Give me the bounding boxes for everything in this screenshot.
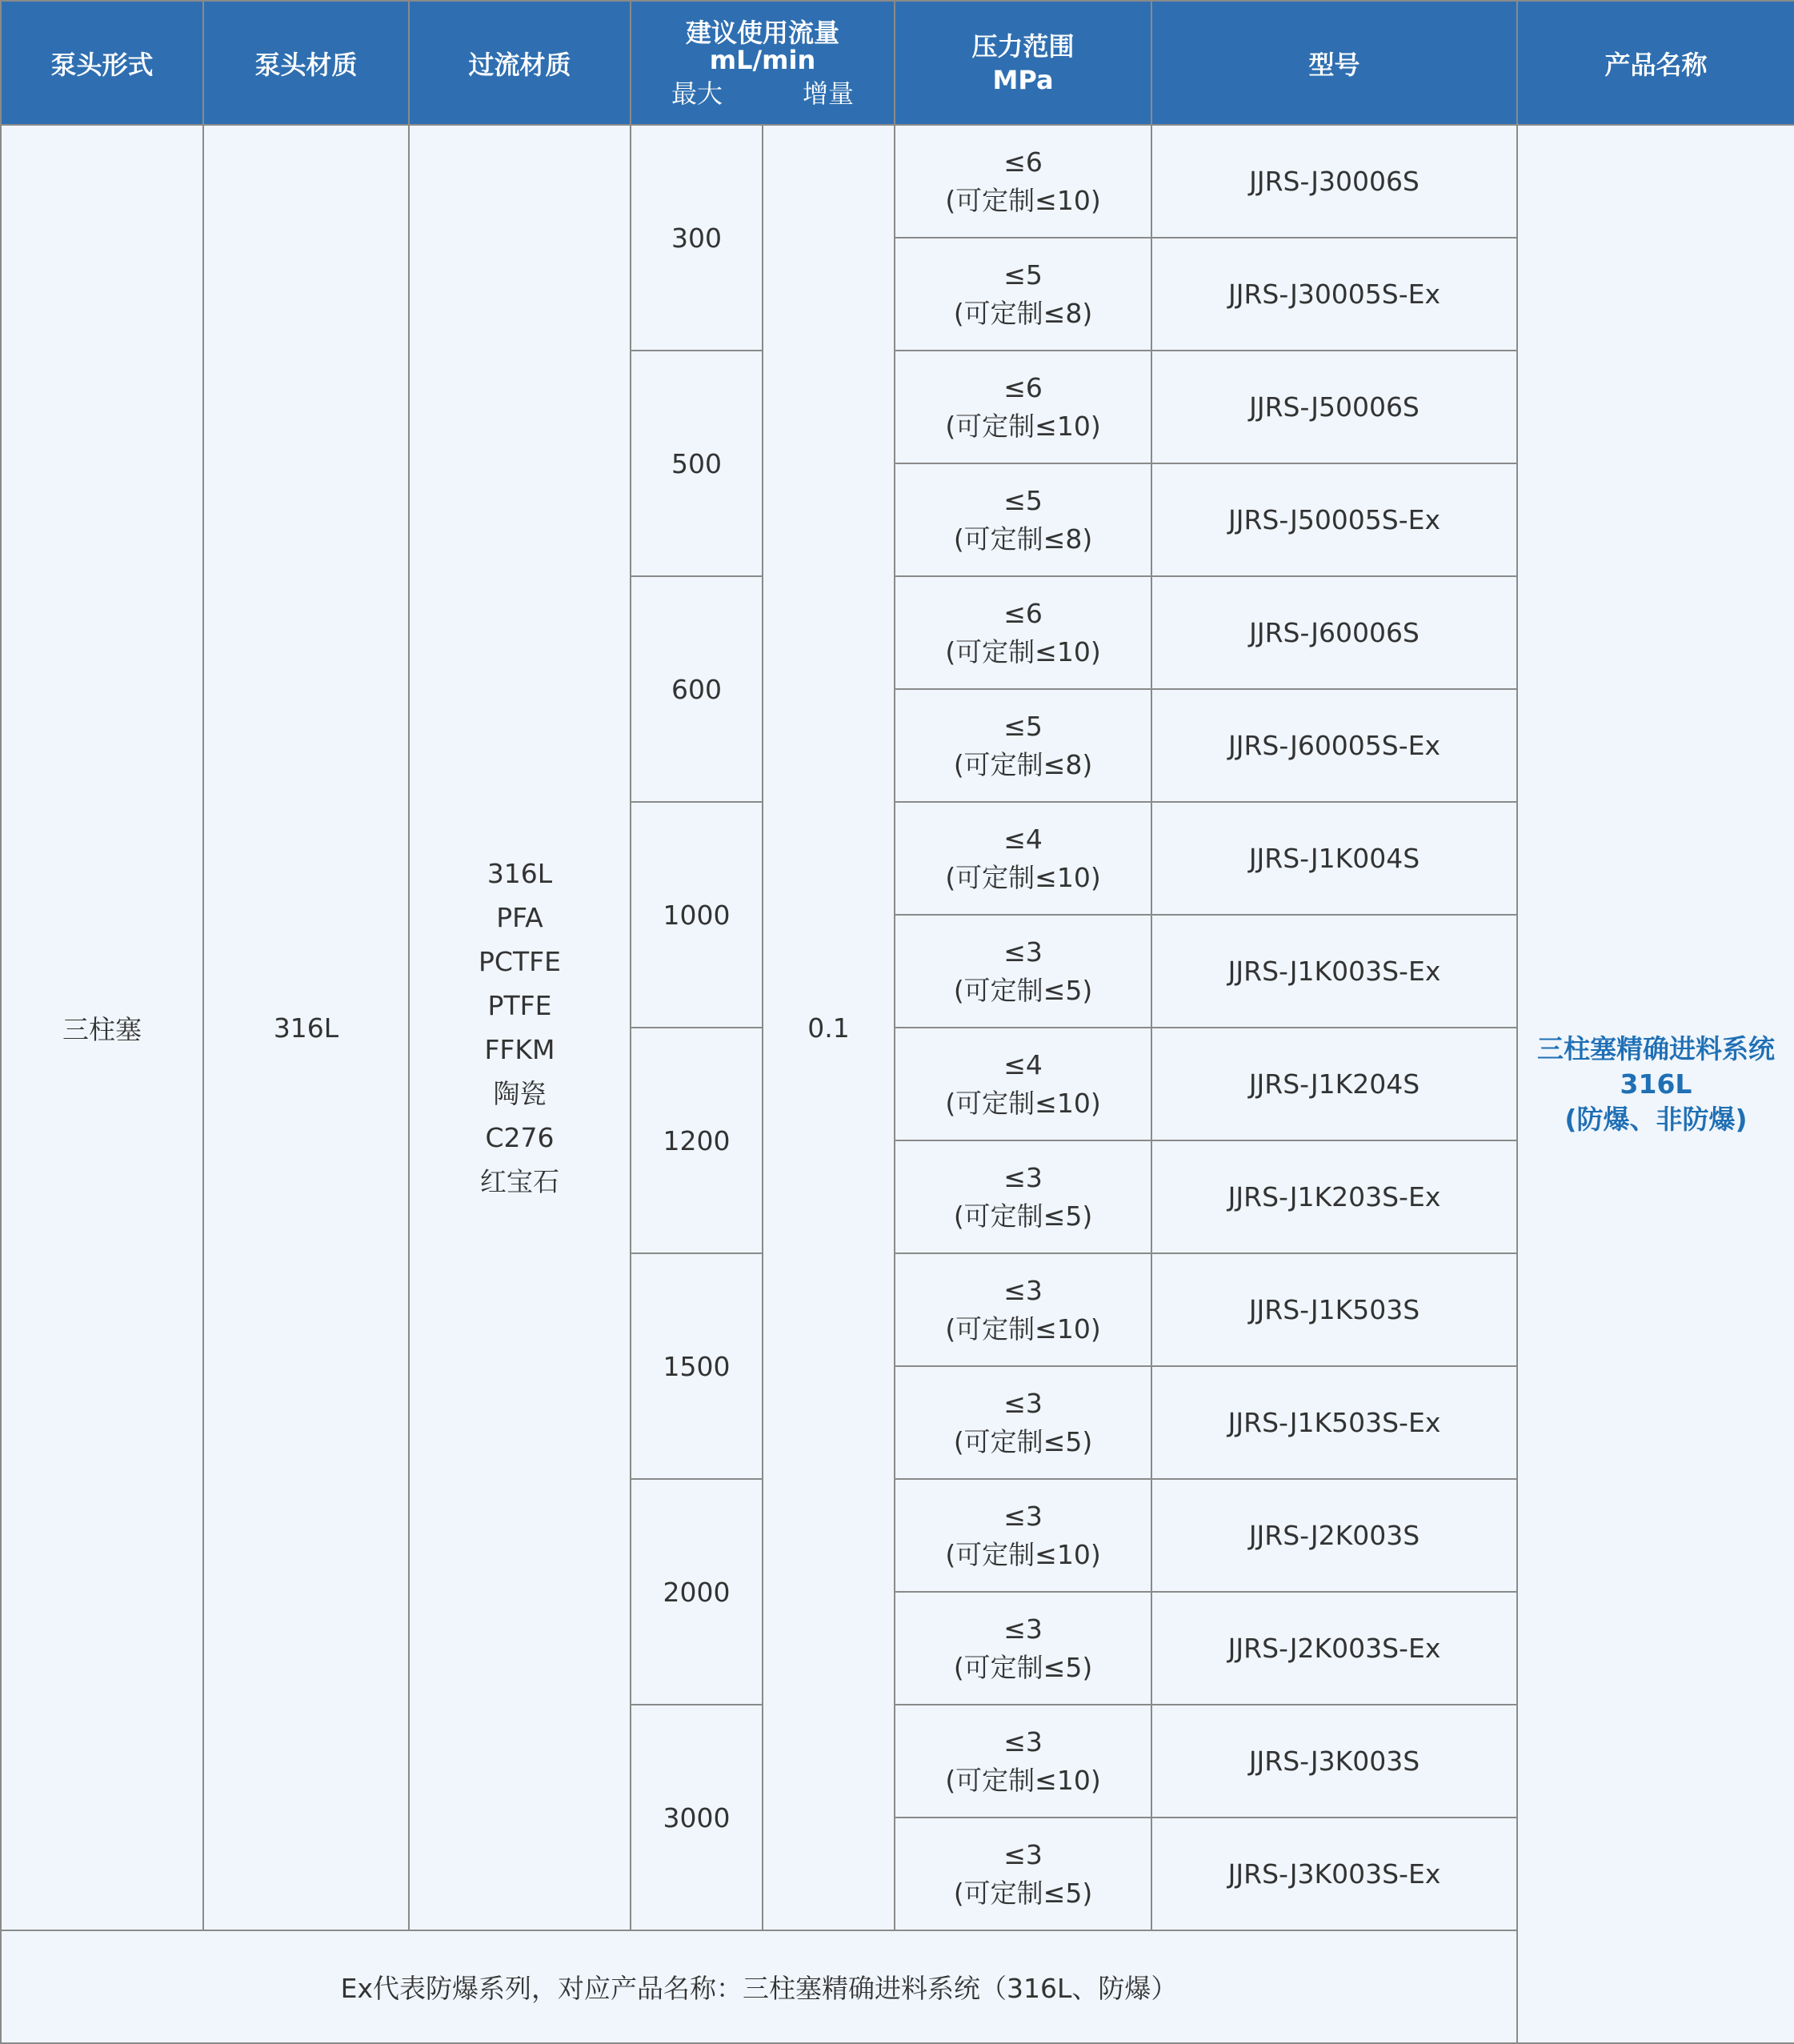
header-model: 型号 [1151,1,1517,125]
max-flow-cell: 1200 [631,1028,763,1253]
product-name-line: (防爆、非防爆) [1564,1103,1748,1135]
wetted-material-item: 红宝石 [480,1166,559,1197]
model-cell: JJRS-J50006S [1151,351,1517,463]
wetted-material-item: 316L [487,858,553,889]
model-cell: JJRS-J3K003S-Ex [1151,1818,1517,1930]
model-cell: JJRS-J1K503S [1151,1253,1517,1366]
pressure-cell: ≤3 (可定制≤5) [895,1140,1151,1253]
header-flow-unit: mL/min [709,44,816,75]
pressure-cell: ≤3 (可定制≤10) [895,1253,1151,1366]
pressure-cell: ≤3 (可定制≤5) [895,915,1151,1028]
header-wetted-material: 过流材质 [409,1,631,125]
model-cell: JJRS-J1K503S-Ex [1151,1366,1517,1479]
wetted-material-item: 陶瓷 [493,1078,547,1109]
max-flow-cell: 3000 [631,1705,763,1930]
model-cell: JJRS-J60006S [1151,576,1517,689]
pressure-cell: ≤4 (可定制≤10) [895,1028,1151,1140]
table-header [1,1,1794,125]
model-cell: JJRS-J2K003S [1151,1479,1517,1592]
pressure-cell: ≤5 (可定制≤8) [895,238,1151,351]
pressure-cell: ≤3 (可定制≤5) [895,1818,1151,1930]
table-row [1,125,1794,238]
pump-type-cell: 三柱塞 [1,125,203,1930]
pressure-cell: ≤3 (可定制≤5) [895,1366,1151,1479]
header-pressure-unit: MPa [992,64,1054,95]
header-pump-type: 泵头形式 [1,1,203,125]
wetted-materials-cell [409,125,631,1930]
model-cell: JJRS-J60005S-Ex [1151,689,1517,802]
model-cell: JJRS-J50005S-Ex [1151,463,1517,576]
max-flow-cell: 500 [631,351,763,576]
header-pump-material: 泵头材质 [203,1,409,125]
model-cell: JJRS-J2K003S-Ex [1151,1592,1517,1705]
footnote: Ex代表防爆系列，对应产品名称：三柱塞精确进料系统（316L、防爆） [1,1930,1517,2043]
pressure-cell: ≤5 (可定制≤8) [895,463,1151,576]
product-name-cell [1517,125,1794,2043]
max-flow-cell: 1000 [631,802,763,1028]
model-cell: JJRS-J1K204S [1151,1028,1517,1140]
wetted-material-item: PTFE [487,990,552,1021]
wetted-material-item: FFKM [484,1034,555,1065]
pressure-cell: ≤4 (可定制≤10) [895,802,1151,915]
max-flow-cell: 300 [631,125,763,351]
product-name-line: 316L [1620,1068,1692,1100]
increment-cell: 0.1 [763,125,895,1930]
pump-material-cell: 316L [203,125,409,1930]
header-pressure-title: 压力范围 [971,30,1075,62]
pressure-cell: ≤6 (可定制≤10) [895,125,1151,238]
pressure-cell: ≤3 (可定制≤10) [895,1479,1151,1592]
wetted-material-item: PFA [496,902,543,933]
pressure-cell: ≤6 (可定制≤10) [895,576,1151,689]
max-flow-cell: 1500 [631,1253,763,1479]
wetted-material-item: C276 [485,1122,555,1153]
model-cell: JJRS-J30006S [1151,125,1517,238]
model-cell: JJRS-J30005S-Ex [1151,238,1517,351]
max-flow-cell: 600 [631,576,763,802]
model-cell: JJRS-J1K004S [1151,802,1517,915]
model-cell: JJRS-J1K003S-Ex [1151,915,1517,1028]
header-flow-max: 最大 [671,78,723,109]
model-cell: JJRS-J1K203S-Ex [1151,1140,1517,1253]
header-pressure [895,1,1151,125]
pressure-cell: ≤6 (可定制≤10) [895,351,1151,463]
pressure-cell: ≤3 (可定制≤5) [895,1592,1151,1705]
pressure-cell: ≤3 (可定制≤10) [895,1705,1151,1818]
model-cell: JJRS-J3K003S [1151,1705,1517,1818]
max-flow-cell: 2000 [631,1479,763,1705]
product-name-line: 三柱塞精确进料系统 [1537,1032,1776,1064]
header-flow [631,1,895,125]
wetted-material-item: PCTFE [479,946,561,977]
pressure-cell: ≤5 (可定制≤8) [895,689,1151,802]
header-flow-increment: 增量 [802,78,854,109]
header-product-name: 产品名称 [1517,1,1794,125]
table-body [1,125,1794,2043]
header-flow-title: 建议使用流量 [686,17,840,48]
